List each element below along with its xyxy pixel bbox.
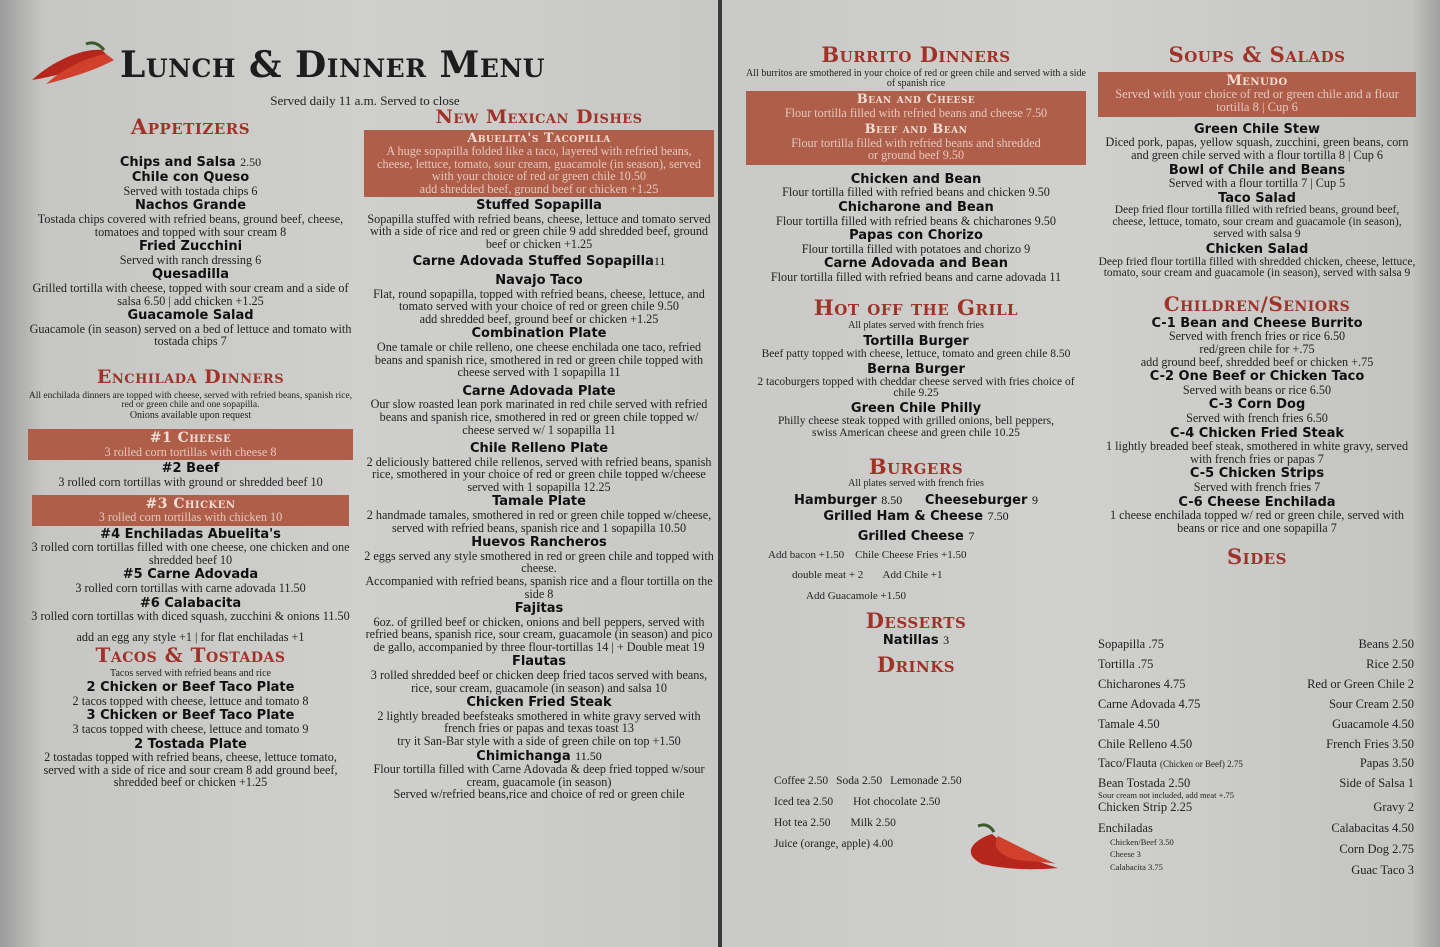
item-description: 2 lightly breaded beefsteaks smothered in white gravy served with french fries or papas and texas toast 13 [377, 708, 701, 736]
menu-item: Bowl of Chile and Beans [1168, 162, 1346, 178]
menu-item: #6 Calabacita [139, 595, 242, 611]
sides-row [1098, 677, 1414, 697]
item-extra: add ground beef, shredded beef or chicken +.75 [1140, 354, 1374, 369]
menu-item: Cheeseburger [924, 493, 1028, 509]
side-item: Rice 2.50 [1366, 657, 1414, 671]
item-description: 2 tacos topped with cheese, lettuce and tomato 8 [72, 693, 309, 708]
side-item: Bean Tostada 2.50 Sour cream not included, add meat +.75 [1098, 776, 1235, 800]
drink-item: Juice (orange, apple) 4.00 [774, 838, 894, 850]
item-description: One tamale or chile relleno, one cheese enchilada one taco, refried beans and spanish rice, smothered in red or green chile topped with cheese served with 1 sopapilla 11 [374, 340, 704, 380]
side-item: Tortilla .75 [1098, 657, 1154, 671]
item-description: Philly cheese steak topped with grilled onions, bell peppers, swiss American cheese and green chile 10.25 [778, 414, 1054, 439]
menu-item: Chicken and Bean [850, 171, 982, 187]
served-hours: Served daily 11 a.m. Served to close [270, 93, 460, 108]
drink-item: Lemonade 2.50 [890, 775, 962, 787]
menu-item: Berna Burger [867, 361, 965, 377]
menu-item: Chicken Fried Steak [466, 695, 612, 711]
side-item-group: Calabacitas 4.50 Corn Dog 2.75 Guac Taco 3 [1331, 821, 1414, 877]
menu-item: Chips and Salsa 2.50 [119, 154, 262, 170]
menu-item: C-1 Bean and Cheese Burrito [1151, 315, 1363, 331]
sides-row [1098, 821, 1414, 877]
menu-item: Green Chile Stew [1194, 121, 1320, 137]
item-description: Deep fried flour tortilla filled with refried beans, ground beef, cheese, lettuce, tomato, sour cream and guacamole (in season), served with salsa 9 [1112, 204, 1402, 241]
drinks-heading: Drinks [876, 651, 956, 677]
burgers-note: All plates served with french fries [848, 478, 984, 490]
drinks-row [774, 796, 1034, 817]
side-item: Sopapilla .75 [1098, 637, 1164, 651]
menu-item: Chile con Queso [131, 170, 250, 186]
drink-item: Milk 2.50 [850, 817, 896, 829]
enchilada-addon: add an egg any style +1 | for flat enchiladas +1 [76, 629, 305, 644]
menu-item: Carne Adovada Stuffed Sopapilla11 [412, 253, 666, 269]
burrito-note: All burritos are smothered in your choice of red or green chile and served with a side of spanish rice [746, 67, 1086, 89]
menu-item: Tamale Plate [492, 494, 586, 510]
menu-item: Quesadilla [151, 267, 230, 283]
drink-item: Hot chocolate 2.50 [853, 796, 941, 808]
appetizers-heading: Appetizers [130, 114, 251, 139]
menu-item: Fried Zucchini [138, 239, 243, 255]
item-description: 6oz. of grilled beef or chicken, onions and bell peppers, served with refried beans, spanish rice, sour cream, guacamole (in season) and pico de gallo, accompanied by three flour-tortillas 14 | + Double meat 19 [365, 614, 713, 654]
menu-item: 2 Tostada Plate [134, 736, 247, 752]
enchilada-3-box [32, 495, 349, 526]
item-description: 3 rolled corn tortillas with ground or shredded beef 10 [58, 475, 323, 489]
menu-item: Nachos Grande [134, 198, 247, 214]
item-description: 3 rolled corn tortillas filled with one cheese, one chicken and one shredded beef 10 [31, 540, 350, 567]
side-item: Side of Salsa 1 [1339, 776, 1414, 790]
drink-item: Soda 2.50 [836, 775, 883, 787]
menu-item: Bean and Cheese [856, 92, 976, 108]
item-description: Served with tostada chips 6 [123, 183, 258, 198]
new-mexican-column [364, 108, 714, 801]
menu-item: Abuelita's Tacopilla [467, 130, 611, 146]
menu-item: C-2 One Beef or Chicken Taco [1149, 369, 1365, 385]
item-description: Flour tortilla filled with refried beans and chicken 9.50 [782, 185, 1050, 200]
sides-list [1098, 637, 1414, 877]
side-item: Taco/Flauta (Chicken or Beef) 2.75 [1098, 756, 1243, 770]
drinks-row [774, 775, 1034, 796]
grill-note: All plates served with french fries [848, 320, 984, 332]
desserts-heading: Desserts [865, 608, 967, 634]
menu-item: Fajitas [514, 601, 564, 617]
sides-row [1098, 800, 1414, 821]
menu-item: C-5 Chicken Strips [1189, 466, 1325, 482]
enchilada-1-box [28, 429, 353, 460]
item-description: Our slow roasted lean pork marinated in red chile served with refried beans and spanish rice, smothered in red or green chile topped w/ cheese served w/ 1 sopapilla 11 [370, 397, 708, 437]
item-description: Flour tortilla filled with refried beans and cheese 7.50 [784, 105, 1048, 120]
item-description: 3 rolled corn tortillas with carne adovada 11.50 [75, 580, 306, 595]
item-description: Served with french fries 6.50 [1186, 411, 1328, 426]
price: 8.50 [881, 493, 903, 508]
sides-row [1098, 737, 1414, 756]
side-item: Chicharones 4.75 [1098, 677, 1186, 691]
addon-text: Add Chile +1 [882, 568, 943, 581]
item-extra: try it San-Bar style with a side of green chile on top +1.50 [397, 733, 681, 748]
item-description: 1 cheese enchilada topped w/ red or green chile, served with beans or rice and one sopapilla 7 [1109, 508, 1405, 535]
side-item: French Fries 3.50 [1326, 737, 1414, 751]
sides-row [1098, 657, 1414, 677]
tacopilla-box [364, 130, 714, 198]
tacos-heading: Tacos & Tostadas [95, 643, 286, 668]
item-description: Served with a flour tortilla 7 | Cup 5 [1168, 176, 1346, 191]
side-item: Tamale 4.50 [1098, 717, 1160, 731]
menu-item: Hamburger [794, 493, 877, 509]
chile-pepper-icon [26, 38, 126, 88]
item-description: 3 tacos topped with cheese, lettuce and tomato 9 [72, 722, 309, 736]
side-item: Gravy 2 [1373, 800, 1414, 814]
item-description: Deep fried flour tortilla filled with shredded chicken, cheese, lettuce, tomato, sour cream and guacamole (in season), served with salsa 9 [1098, 255, 1416, 280]
burger-addons [746, 550, 1086, 561]
menu-item: C-6 Cheese Enchilada [1178, 494, 1336, 510]
item-description: Flour tortilla filled with Carne Adovada & deep fried topped w/sour cream, guacamole (in season) [373, 762, 705, 789]
menu-item: Guacamole Salad [127, 308, 254, 324]
menu-item: C-3 Corn Dog [1208, 397, 1306, 413]
left-column [28, 116, 353, 789]
item-description: Flour tortilla filled with refried beans and shredded or ground beef 9.50 [791, 135, 1041, 163]
menu-item: Flautas [511, 654, 567, 670]
menu-item: Chicken Salad [1205, 241, 1309, 257]
menu-item: #3 Chicken [145, 495, 236, 512]
burrito-heading: Burrito Dinners [821, 42, 1011, 67]
menu-item: #1 Cheese [149, 430, 232, 447]
burrito-column [746, 44, 1086, 675]
item-description: Beef patty topped with cheese, lettuce, tomato and green chile 8.50 [761, 348, 1071, 361]
menu-item: Taco Salad [1218, 190, 1296, 206]
menu-item: Grilled Cheese 7 [857, 528, 975, 544]
menu-item: Tortilla Burger [863, 334, 969, 350]
item-description: 2 tacoburgers topped with cheddar cheese served with fries choice of chile 9.25 [757, 375, 1075, 400]
burger-addons-2 [746, 570, 1086, 581]
soups-heading: Soups & Salads [1168, 42, 1346, 67]
item-description: 1 lightly breaded beef steak, smothered in white gravy, served with french fries or papas 7 [1105, 439, 1409, 466]
item-description: Served with french fries 7 [1193, 479, 1321, 494]
left-menu-page [0, 0, 718, 947]
side-item: Red or Green Chile 2 [1307, 677, 1414, 691]
burger-row [746, 494, 1086, 508]
menu-item: Menudo [1226, 72, 1288, 89]
menu-item: Combination Plate [471, 326, 607, 342]
tacos-note: Tacos served with refried beans and rice [110, 667, 271, 679]
addon-text: Add bacon +1.50 [768, 549, 845, 562]
item-description: 3 rolled shredded beef or chicken deep fried tacos served with beans, rice, sour cream, guacamole (in season) and salsa 10 [370, 668, 708, 695]
side-item: Beans 2.50 [1358, 637, 1414, 651]
item-description: Served with french fries or rice 6.50 red/green chile for +.75 [1168, 329, 1346, 357]
menudo-box [1098, 72, 1416, 117]
item-description: A huge sopapilla folded like a taco, layered with refried beans, cheese, lettuce, tomato, sour cream, guacamole (in season), served with your choice of red or green chile 10.50 [377, 143, 701, 184]
menu-item: Chile Relleno Plate [469, 441, 609, 457]
item-description: 3 rolled corn tortillas with diced squash, zucchini & onions 11.50 [31, 609, 350, 624]
item-description: 2 tostadas topped with refried beans, cheese, lettuce tomato, served with a side of rice and sour cream 8 add ground beef, shredded beef or chicken +1.25 [43, 750, 338, 790]
item-description: Flour tortilla filled with refried beans and carne adovada 11 [770, 269, 1062, 284]
menu-item: C-4 Chicken Fried Steak [1169, 425, 1345, 441]
addon-text: double meat + 2 [792, 568, 864, 581]
item-description: 2 deliciously battered chile rellenos, served with refried beans, spanish rice, smothered in your choice of red or green chile topped w/cheese served with 1 sopapilla 12.25 [366, 454, 712, 494]
item-description: Grilled tortilla with cheese, topped with sour cream and a side of salsa 6.50 | add chicken +1.25 [32, 281, 349, 308]
sides-heading: Sides [1227, 544, 1287, 570]
menu-item: Beef and Bean [864, 122, 968, 138]
drink-item: Hot tea 2.50 [774, 817, 831, 829]
item-description: Served with beans or rice 6.50 [1182, 382, 1332, 397]
menu-item: Stuffed Sopapilla [476, 198, 602, 214]
side-item: Guacamole 4.50 [1332, 717, 1414, 731]
item-description: 3 rolled corn tortillas with chicken 10 [98, 509, 283, 524]
side-item: Enchiladas Chicken/Beef 3.50 Cheese 3 Calabacita 3.75 [1098, 821, 1174, 872]
side-item: Chicken Strip 2.25 [1098, 800, 1193, 814]
children-heading: Children/Seniors [1163, 292, 1351, 317]
menu-item: Chimichanga 11.50 [476, 748, 602, 764]
item-description: 2 eggs served any style smothered in red or green chile and topped with cheese. [364, 548, 714, 576]
item-extra: Served w/refried beans,rice and choice of red or green chile [393, 787, 685, 802]
soups-column [1098, 44, 1416, 568]
menu-item: #2 Beef [161, 461, 220, 477]
menu-item: Carne Adovada and Bean [823, 256, 1009, 272]
item-description: Served with your choice of red or green chile and a flour tortilla 8 | Cup 6 [1115, 87, 1399, 114]
price: 9 [1031, 493, 1038, 508]
item-description: Flat, round sopapilla, topped with refried beans, cheese, lettuce, and tomato served with your choice of red or green chile 9.50 [373, 286, 705, 314]
addon-text: Chile Cheese Fries +1.50 [855, 549, 967, 562]
menu-item: #4 Enchiladas Abuelita's [100, 526, 281, 542]
drink-item: Iced tea 2.50 [774, 796, 834, 808]
sides-row [1098, 756, 1414, 776]
menu-item: Natillas 3 [882, 632, 950, 648]
enchilada-note: All enchilada dinners are topped with cheese, served with refried beans, spanish rice, red or green chile and one sopapilla. [28, 390, 353, 411]
item-description: 3 rolled corn tortillas with cheese 8 [104, 444, 277, 459]
chile-pepper-icon [958, 822, 1062, 874]
new-mexican-heading: New Mexican Dishes [435, 106, 643, 128]
side-item: Carne Adovada 4.75 [1098, 697, 1201, 711]
item-description: Tostada chips covered with refried beans, ground beef, cheese, tomatoes and topped with sour cream 8 [37, 212, 344, 239]
menu-item: Chicharone and Bean [838, 199, 994, 215]
menu-item: 2 Chicken or Beef Taco Plate [86, 680, 295, 696]
right-menu-page [722, 0, 1440, 947]
sides-row [1098, 717, 1414, 737]
menu-title: Lunch & Dinner Menu [120, 44, 546, 86]
item-extra: add shredded beef, ground beef or chicken +1.25 [419, 311, 659, 326]
side-item: Sour Cream 2.50 [1328, 697, 1414, 711]
enchilada-note-2: Onions available upon request [129, 410, 252, 422]
menu-item: 3 Chicken or Beef Taco Plate [86, 708, 295, 724]
item-description: 2 handmade tamales, smothered in red or green chile topped w/cheese, served with refried beans, spanish rice and 1 sopapilla 10.50 [366, 508, 712, 535]
item-description: Flour tortilla filled with potatoes and chorizo 9 [801, 241, 1031, 256]
enchilada-heading: Enchilada Dinners [96, 365, 285, 388]
item-extra: Accompanied with refried beans, spanish rice and a flour tortilla on the side 8 [365, 574, 713, 601]
menu-item: Navajo Taco [495, 273, 583, 289]
menu-item: Carne Adovada Plate [462, 383, 616, 399]
sides-row [1098, 697, 1414, 717]
add-guacamole: Add Guacamole +1.50 [806, 590, 906, 603]
sides-row [1098, 776, 1414, 800]
item-description: Flour tortilla filled with refried beans & chicharones 9.50 [776, 213, 1056, 228]
menu-item: Huevos Rancheros [471, 535, 607, 551]
side-item: Chile Relleno 4.50 [1098, 737, 1193, 751]
item-extra: add shredded beef, ground beef or chicken +1.25 [419, 181, 659, 196]
drink-item: Coffee 2.50 [774, 775, 829, 787]
menu-item: Grilled Ham & Cheese 7.50 [823, 509, 1009, 525]
burrito-bar-box [746, 91, 1086, 164]
item-description: Diced pork, papas, yellow squash, zucchini, green beans, corn and green chile served with a flour tortilla 8 | Cup 6 [1105, 135, 1409, 162]
item-description: Sopapilla stuffed with refried beans, cheese, lettuce and tomato served with a side of rice and red or green chile 9 add shredded beef, ground beef or chicken +1.25 [367, 211, 711, 251]
menu-item: Green Chile Philly [850, 401, 982, 417]
item-description: Served with ranch dressing 6 [119, 252, 262, 267]
menu-item: #5 Carne Adovada [122, 567, 259, 583]
burgers-heading: Burgers [868, 453, 964, 479]
item-description: Guacamole (in season) served on a bed of lettuce and tomato with tostada chips 7 [29, 321, 352, 349]
menu-item: Papas con Chorizo [849, 228, 983, 244]
side-item: Papas 3.50 [1359, 756, 1414, 770]
grill-heading: Hot off the Grill [813, 295, 1019, 321]
sides-row [1098, 637, 1414, 657]
